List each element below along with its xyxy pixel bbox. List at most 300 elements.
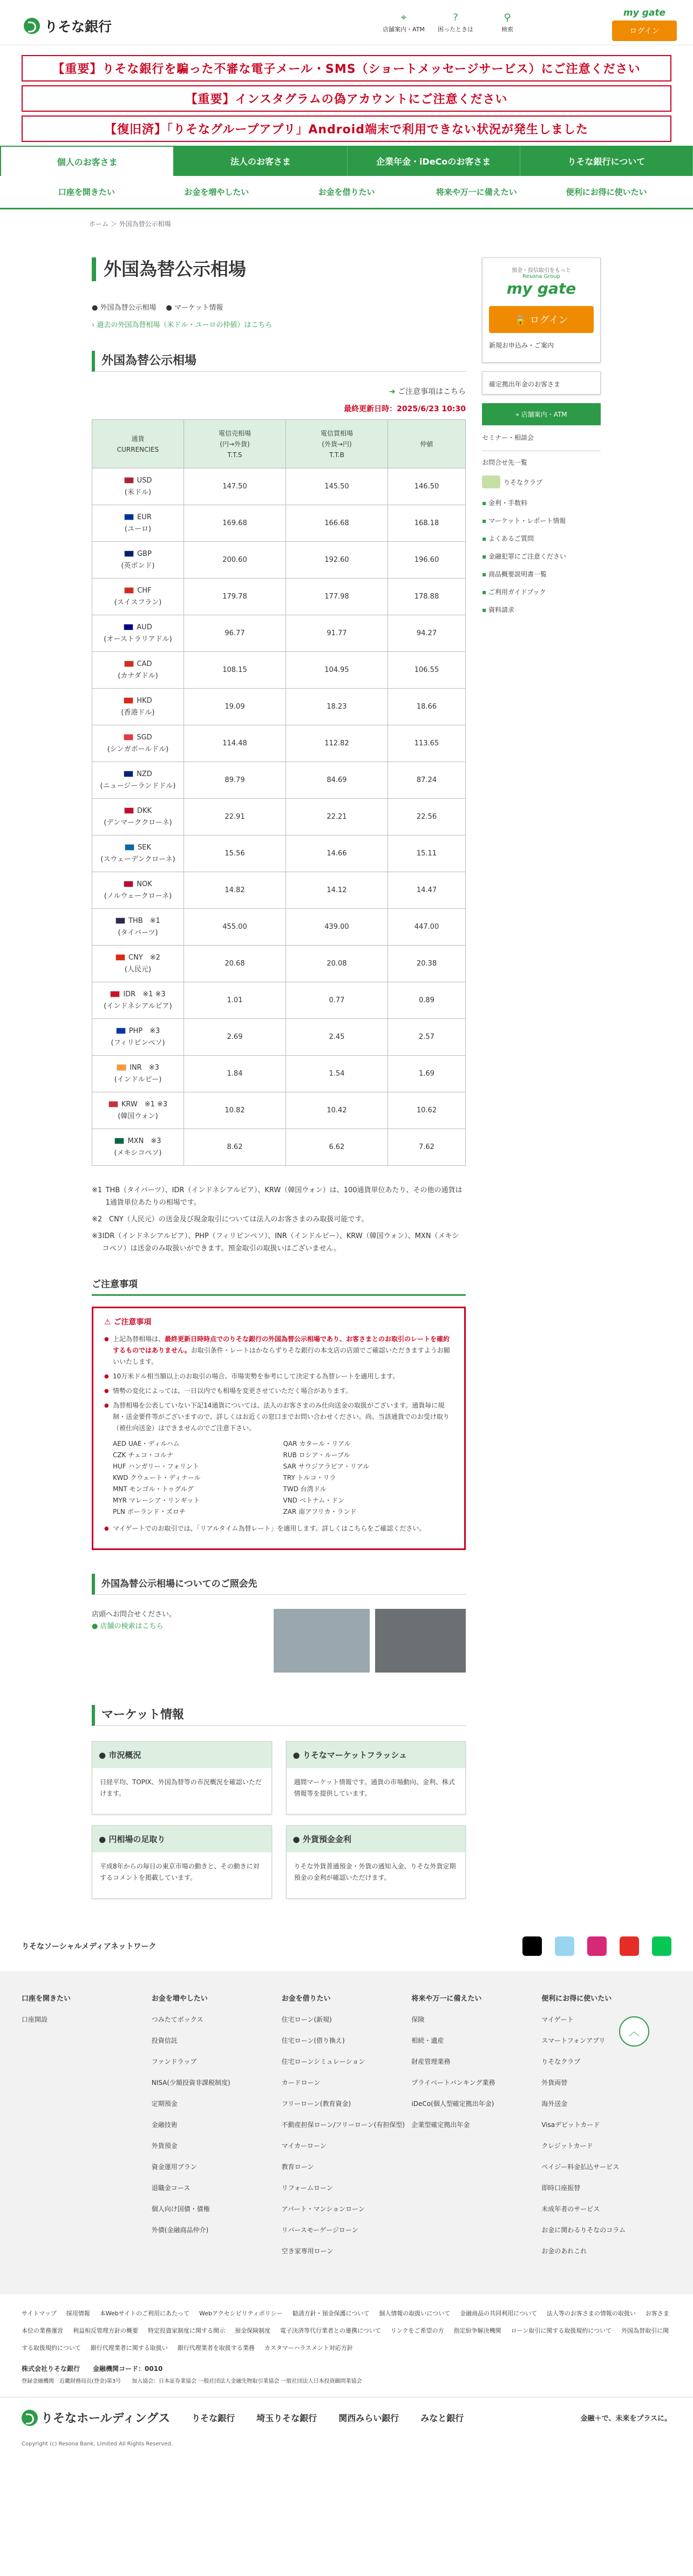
flag-icon	[108, 1101, 118, 1107]
store-search-label: 店舗の検索はこちら	[100, 1622, 164, 1630]
unlisted-currency: MYR マレーシア・リンギット	[113, 1497, 200, 1504]
side-link-apply[interactable]: 新規お申込み・ご案内	[489, 342, 554, 349]
fx-row	[92, 689, 466, 725]
fx-row	[92, 468, 466, 505]
section-heading-rates: 外国為替公示相場	[92, 351, 466, 372]
group-bank-kansai[interactable]: 関西みらい銀行	[338, 2413, 399, 2423]
flag-icon	[125, 844, 134, 851]
mid-value: 146.50	[388, 468, 465, 505]
currency-cell	[92, 615, 184, 652]
unlisted-currency: CZK チェコ・コルナ	[113, 1451, 173, 1459]
note-1	[92, 1184, 466, 1209]
currency-name: (英ポンド)	[121, 561, 155, 570]
footer-nav-link[interactable]: 投資信託	[151, 2037, 178, 2044]
currency-code: NZD	[137, 770, 152, 778]
tts-value: 19.09	[184, 689, 286, 725]
ttb-value: 112.82	[286, 725, 388, 762]
help-link[interactable]	[430, 11, 481, 33]
top-links	[92, 302, 466, 329]
unlisted-currency: SAR サウジアラビア・リアル	[283, 1463, 370, 1470]
side-list-label: よくあるご質問	[488, 535, 534, 542]
footer-nav-link[interactable]: 外債(金融商品仲介)	[151, 2226, 209, 2234]
sns-bar	[22, 1936, 671, 1971]
footer-nav-heading[interactable]: 口座を開きたい	[22, 1995, 71, 2003]
gnav-corporate[interactable]: 法人のお客さま	[174, 146, 347, 176]
store-atm-link[interactable]	[378, 11, 430, 33]
side-club-banner[interactable]	[482, 475, 601, 488]
currency-code: INR ※3	[130, 1063, 159, 1072]
fx-row	[92, 762, 466, 799]
currency-cell	[92, 1129, 184, 1166]
footer-nav-link[interactable]: 住宅ローン(借り換え)	[281, 2037, 345, 2044]
flag-icon	[124, 587, 134, 594]
flag-icon	[124, 697, 133, 704]
col-tts: 電信売相場 (円→外貨) T.T.S	[184, 420, 286, 468]
footer-nav-link[interactable]: 即時口座振替	[541, 2184, 581, 2192]
currency-cell	[92, 835, 184, 872]
currency-cell	[92, 689, 184, 725]
footer-nav-link[interactable]: 外貨預金	[151, 2142, 178, 2150]
footer-nav-link[interactable]: りそなクラブ	[541, 2058, 581, 2065]
copyright: Copyright (c) Resona Bank, Limited All Rights Reserved.	[22, 2441, 173, 2447]
currency-code: KRW ※1 ※3	[121, 1100, 168, 1109]
footer-link[interactable]: 外国為替取引に関する取扱規約について	[22, 2327, 669, 2351]
gnav-about[interactable]: りそな銀行について	[520, 146, 693, 176]
footer-link[interactable]: 銀行代理業者に関する取扱い	[90, 2344, 168, 2351]
footer-nav-link[interactable]: アパート・マンションローン	[281, 2205, 365, 2213]
mid-value: 87.24	[388, 762, 465, 799]
line-icon[interactable]	[652, 1936, 671, 1956]
side-list-link[interactable]	[482, 605, 601, 614]
market-card-title: ● 市況概況	[92, 1742, 271, 1768]
footer-link[interactable]: ローン取引に関する取扱規約について	[511, 2327, 612, 2334]
search-link[interactable]	[481, 11, 533, 33]
tts-value: 22.91	[184, 799, 286, 835]
side-list-link[interactable]	[482, 569, 601, 579]
side-list-link[interactable]	[482, 587, 601, 596]
unlisted-currency: KWD クウェート・ディナール	[113, 1474, 201, 1481]
market-card-title: ● 外貨預金金利	[287, 1826, 466, 1852]
header-login-button[interactable]: ログイン	[612, 21, 677, 41]
ttb-value: 439.00	[286, 909, 388, 946]
footer-nav-link[interactable]: NISA(少額投資非課税制度)	[151, 2079, 230, 2086]
caution-item-4	[104, 1400, 453, 1518]
unlisted-currency: VND ベトナム・ドン	[283, 1497, 345, 1504]
subnav-convenient[interactable]: 便利にお得に使いたい	[566, 187, 647, 197]
footer-nav-link[interactable]: マイカーローン	[281, 2142, 327, 2150]
subnav-prepare[interactable]: 将来や万一に備えたい	[436, 187, 517, 197]
footer-nav-link[interactable]: 金融技術	[151, 2121, 178, 2129]
footer-nav-link[interactable]: つみたてボックス	[151, 2016, 203, 2023]
tts-value: 20.68	[184, 946, 286, 982]
market-card-title-text: 外貨預金金利	[302, 1834, 351, 1844]
warning-app-link[interactable]: 【復旧済】「りそなグループアプリ」Android端末で利用できない状況が発生しました	[22, 115, 671, 142]
subnav-borrow[interactable]: お金を借りたい	[318, 187, 375, 197]
list-bullet-icon: ▪	[482, 588, 488, 596]
footer-link[interactable]: 採用情報	[66, 2310, 90, 2317]
footer-nav-link[interactable]: 企業型確定拠出年金	[411, 2121, 470, 2129]
flag-icon	[124, 807, 134, 814]
footer-nav-link[interactable]: リフォームローン	[281, 2184, 333, 2192]
ttb-value: 177.98	[286, 579, 388, 615]
footer-nav-heading[interactable]: お金を借りたい	[281, 1995, 331, 2003]
footer-nav-heading[interactable]: 将来や万一に備えたい	[411, 1995, 482, 2003]
ttb-value: 18.23	[286, 689, 388, 725]
unlisted-currency: TRY トルコ・リラ	[283, 1474, 336, 1481]
list-bullet-icon: ▪	[482, 499, 488, 507]
list-bullet-icon: ▪	[482, 570, 488, 578]
footer-nav-link[interactable]: 資金運用プラン	[151, 2163, 197, 2171]
market-card-flash[interactable]	[286, 1741, 466, 1814]
caution-box-title-text: ご注意事項	[113, 1318, 152, 1327]
resona-logo[interactable]	[24, 16, 112, 36]
ttb-value: 91.77	[286, 615, 388, 652]
footer-nav	[0, 1971, 693, 2294]
side-list-link[interactable]	[482, 552, 601, 561]
market-card-body: 週間マーケット情報です。通貨の市場動向、金利、株式情報等を提供しています。	[294, 1778, 455, 1797]
currency-code: CHF	[137, 586, 152, 595]
subnav-open-account[interactable]: 口座を開きたい	[58, 187, 115, 197]
question-icon: ?	[453, 12, 458, 23]
unlisted-currency: ZAR 南アフリカ・ランド	[283, 1508, 357, 1515]
currency-name: (フィリピンペソ)	[111, 1038, 165, 1047]
unlisted-currency-grid	[113, 1438, 453, 1518]
side-list-link[interactable]	[482, 534, 601, 543]
side-list-label: マーケット・レポート情報	[488, 517, 566, 525]
tts-value: 15.56	[184, 835, 286, 872]
currency-cell	[92, 652, 184, 689]
brand-name: りそな銀行	[44, 19, 112, 35]
currency-name: (カナダドル)	[118, 671, 158, 680]
footer-nav-link[interactable]: ファンドラップ	[151, 2058, 197, 2065]
currency-cell	[92, 909, 184, 946]
side-link-contact[interactable]: お問合せ先一覧	[482, 451, 601, 467]
footer-nav-link[interactable]: リバースモーゲージローン	[281, 2226, 358, 2234]
currency-code: HKD	[137, 696, 152, 705]
site-header	[0, 0, 693, 45]
currency-code: PHP ※3	[128, 1027, 160, 1035]
currency-code: EUR	[137, 513, 152, 521]
group-slogan: 金融＋で、未来をプラスに。	[580, 2415, 671, 2423]
ttb-value: 145.50	[286, 468, 388, 505]
market-card-yen[interactable]	[92, 1825, 272, 1899]
contact-section	[92, 1609, 466, 1673]
tts-value: 455.00	[184, 909, 286, 946]
last-updated: 最終更新日時：2025/6/23 10:30	[344, 405, 466, 413]
footer-nav-link[interactable]: 保険	[411, 2016, 425, 2023]
footer-link[interactable]: 預金保険制度	[235, 2327, 270, 2334]
footer-nav-link[interactable]: 個人向け国債・債権	[151, 2205, 210, 2213]
tts-value: 89.79	[184, 762, 286, 799]
footer-nav-link[interactable]: 定期預金	[151, 2100, 178, 2108]
fx-row	[92, 579, 466, 615]
ttb-value: 192.60	[286, 542, 388, 579]
note-2-key: ※2	[92, 1215, 103, 1224]
currency-code: CAD	[137, 660, 152, 668]
market-card-body: 平成8年からの毎日の東京市場の動きと、その動きに対するコメントを掲載しています。	[100, 1863, 260, 1881]
link-market-info[interactable]: ● マーケット情報	[166, 304, 223, 312]
footer-link[interactable]: 指定紛争解決機関	[453, 2327, 501, 2334]
flag-icon	[124, 661, 134, 667]
side-list-label: 商品概要説明書一覧	[488, 570, 547, 578]
footer-nav-link[interactable]: プライベートバンキング業務	[411, 2079, 495, 2086]
fx-row	[92, 615, 466, 652]
footer-nav-heading[interactable]: 便利にお得に使いたい	[541, 1995, 612, 2003]
fx-row	[92, 652, 466, 689]
side-list-link[interactable]	[482, 516, 601, 525]
mygate-box	[482, 257, 601, 363]
flag-icon	[116, 954, 125, 961]
tts-value: 96.77	[184, 615, 286, 652]
footer-nav-link[interactable]: お金に関わるりそなのコラム	[541, 2226, 626, 2234]
breadcrumb[interactable]: ホーム ＞ 外国為替公示相場	[89, 220, 171, 228]
footer-nav-link[interactable]: クレジットカード	[541, 2142, 593, 2150]
unlisted-currency: PLN ポーランド・ズロチ	[113, 1508, 186, 1515]
col-mid: 仲値	[388, 420, 465, 468]
link-market-info-label: マーケット情報	[174, 304, 223, 312]
unlisted-currency: HUF ハンガリー・フォリント	[113, 1463, 199, 1470]
currency-name: (ニュージーランドドル)	[100, 781, 176, 790]
link-fx-rates-label: 外国為替公示相場	[100, 304, 157, 312]
warning-instagram-link[interactable]: 【重要】インスタグラムの偽アカウントにご注意ください	[22, 85, 671, 112]
mid-value: 2.57	[388, 1019, 465, 1056]
note-3-text: IDR（インドネシアルピア）、PHP（フィリピンペソ）、INR（インドルピー）、KRW（韓国ウォン）、MXN（メキシコペソ）は送金のみ取扱いができます。預金取引の取扱いはございません。	[102, 1232, 459, 1253]
footer-nav-link[interactable]: 不動産担保ローン/フリーローン(有担保型)	[281, 2121, 405, 2129]
ttb-value: 10.42	[286, 1092, 388, 1129]
mygate-header	[612, 8, 677, 41]
footer-nav-link[interactable]: 未成年者のサービス	[541, 2205, 600, 2213]
flag-icon	[124, 514, 134, 520]
caution-list	[104, 1334, 453, 1534]
footer-link[interactable]: 特定投資家制度に関する開示	[148, 2327, 225, 2334]
caution-link[interactable]	[92, 386, 466, 397]
footer-nav-heading[interactable]: お金を増やしたい	[151, 1995, 208, 2003]
footer-nav-link[interactable]: 住宅ローンシミュレーション	[281, 2058, 365, 2065]
flag-icon	[124, 477, 134, 484]
currency-cell	[92, 505, 184, 542]
help-label: 困ったときは	[438, 26, 473, 33]
branch-photo	[274, 1609, 370, 1673]
side-atm-button[interactable]: ⌖ 店舗案内・ATM	[482, 403, 601, 425]
group-bank-saitama[interactable]: 埼玉りそな銀行	[256, 2413, 317, 2423]
currency-name: (デンマーククローネ)	[104, 818, 172, 827]
footer-nav-link[interactable]: Visaデビットカード	[541, 2121, 600, 2129]
currency-name: (インドネシアルピア)	[104, 1002, 172, 1010]
link-fx-rates[interactable]: ● 外国為替公示相場	[92, 304, 157, 312]
warning-banners	[0, 45, 693, 142]
side-link-seminar[interactable]: セミナー・相談会	[482, 434, 534, 441]
market-card-title: ● りそなマーケットフラッシュ	[287, 1742, 466, 1768]
footer-nav-column	[541, 1993, 671, 2267]
footer-nav-link[interactable]: 退職金コース	[151, 2184, 191, 2192]
mid-value: 447.00	[388, 909, 465, 946]
mid-value: 168.18	[388, 505, 465, 542]
ttb-value: 104.95	[286, 652, 388, 689]
fx-row	[92, 725, 466, 762]
caution-item-3: ● 情勢の変化によっては、一日以内でも相場を変更させていただく場合があります。	[104, 1385, 453, 1397]
section-heading-contact: 外国為替公示相場についてのご照会先	[92, 1574, 466, 1595]
footer-link[interactable]: 本Webサイトのご利用にあたって	[99, 2310, 190, 2317]
currency-code: NOK	[137, 880, 152, 888]
tts-value: 108.15	[184, 652, 286, 689]
footer-link[interactable]: カスタマーハラスメント対応方針	[264, 2344, 353, 2351]
caution-1c: お取引条件・レートはかならずりそな銀行の本支店の店頭でご確認いただきますようお願いいたします。	[113, 1347, 450, 1365]
flag-icon	[116, 917, 125, 924]
market-card-body: りそな外貨普通預金・外貨の通知入金、りそな外貨定期預金の金利が確認いただけます。	[294, 1863, 456, 1881]
footer-nav-link[interactable]: 海外送金	[541, 2100, 568, 2108]
resona-hd-logo[interactable]	[22, 2409, 170, 2426]
footer-link[interactable]: 勧誘方針・預金保護について	[292, 2310, 370, 2317]
currency-code: THB ※1	[128, 916, 160, 925]
sns-title: りそなソーシャルメディアネットワーク	[22, 1942, 157, 1951]
x-icon[interactable]	[522, 1936, 542, 1956]
market-card-overview[interactable]	[92, 1741, 272, 1814]
market-card-deposit-rate[interactable]	[286, 1825, 466, 1899]
footer-link[interactable]: Webアクセシビリティポリシー	[199, 2310, 283, 2317]
mygate-tagline: 預金・投信取引をもっと	[512, 268, 571, 274]
caution-item-5[interactable]: ● マイゲートでのお取引では、「リアルタイム為替レート」を適用します。詳しくはこちらをご確認ください。	[104, 1523, 453, 1534]
tts-value: 1.01	[184, 982, 286, 1019]
contact-text	[92, 1609, 176, 1673]
ttb-value: 22.21	[286, 799, 388, 835]
ttb-value: 14.66	[286, 835, 388, 872]
group-bank-minato[interactable]: みなと銀行	[420, 2413, 464, 2423]
currency-cell	[92, 799, 184, 835]
ttb-value: 1.54	[286, 1056, 388, 1092]
footer-nav-link[interactable]: 外貨両替	[541, 2079, 568, 2086]
bank-info-line-2: 登録金融機関 近畿財務局長(登金)第3号 加入協会：日本証券業協会 一般社団法人金融先物取引業協会 一般社団法人日本投資顧問業協会	[22, 2378, 362, 2384]
mid-value: 14.47	[388, 872, 465, 909]
side-login-button[interactable]: 🔒 ログイン	[489, 306, 594, 333]
unlisted-currency: TWD 台湾ドル	[283, 1485, 327, 1493]
fx-row	[92, 1056, 466, 1092]
footer-nav-link[interactable]: 空き家専用ローン	[281, 2247, 334, 2255]
footer-nav-link[interactable]: カードローン	[281, 2079, 321, 2086]
currency-name: (タイバーツ)	[118, 928, 158, 937]
gnav-pension[interactable]: 企業年金・iDeCoのお客さま	[348, 146, 520, 176]
mygate-logo: my gate	[623, 8, 665, 18]
footer-nav-link[interactable]: ペイジー料金払込サービス	[541, 2163, 620, 2171]
footer-nav-link[interactable]: スマートフォンアプリ	[541, 2037, 606, 2044]
ttb-value: 166.68	[286, 505, 388, 542]
footer-link[interactable]: 個人情報の取扱いについて	[379, 2310, 451, 2317]
header-icons	[378, 11, 533, 33]
unlisted-currency: MNT モンゴル・トゥグルグ	[113, 1485, 194, 1493]
footer-nav-link[interactable]: 財産管理業務	[411, 2058, 451, 2065]
note-2-text: CNY（人民元）の送金及び現金取引については法人のお客さまのみ取扱可能です。	[109, 1215, 369, 1224]
market-card-title-text: 市況概況	[108, 1750, 141, 1760]
mid-value: 178.88	[388, 579, 465, 615]
footer-nav-link[interactable]: マイゲート	[541, 2016, 574, 2023]
currency-name: (オーストラリアドル)	[104, 635, 172, 643]
footer-nav-column	[152, 1993, 282, 2267]
group-bank-resona[interactable]: りそな銀行	[192, 2413, 235, 2423]
footer-nav-link[interactable]: 教育ローン	[281, 2163, 314, 2171]
side-list-link[interactable]	[482, 498, 601, 507]
youtube-icon[interactable]	[620, 1936, 639, 1956]
map-pin-icon: ⌖	[400, 12, 407, 23]
footer-link[interactable]: 法人等のお客さまの情報の取扱い	[546, 2310, 636, 2317]
currency-code: USD	[137, 476, 152, 485]
table-notes	[92, 1184, 466, 1255]
currency-code: MXN ※3	[127, 1137, 161, 1145]
mid-value: 106.55	[388, 652, 465, 689]
ttb-value: 2.45	[286, 1019, 388, 1056]
store-search-link[interactable]: ● 店舗の検索はこちら	[92, 1622, 164, 1630]
mid-value: 20.38	[388, 946, 465, 982]
footer-link[interactable]: 銀行代理業者を取扱する業務	[177, 2344, 255, 2351]
side-link-dc[interactable]: 確定拠出年金のお客さま	[482, 371, 601, 395]
currency-cell	[92, 946, 184, 982]
warning-sms-link[interactable]: 【重要】りそな銀行を騙った不審な電子メール・SMS（ショートメッセージサービス）にご注意ください	[22, 55, 671, 81]
currency-code: GBP	[137, 549, 152, 558]
tts-value: 10.82	[184, 1092, 286, 1129]
unlisted-currency: RUB ロシア・ルーブル	[283, 1451, 350, 1459]
currency-name: (韓国ウォン)	[118, 1112, 158, 1120]
footer-link[interactable]: 電子決済等代行業者との連携について	[280, 2327, 381, 2334]
currency-code: SGD	[137, 733, 152, 742]
search-icon: ⚲	[504, 12, 511, 23]
tts-value: 114.48	[184, 725, 286, 762]
fx-row	[92, 909, 466, 946]
footer-nav-link[interactable]: フリーローン(教育資金)	[281, 2100, 351, 2108]
side-link-list	[482, 498, 601, 614]
instagram-icon[interactable]	[587, 1936, 607, 1956]
footer-nav-column	[282, 1993, 412, 2267]
footer-link[interactable]: 金融商品の共同利用について	[460, 2310, 537, 2317]
side-atm-label: 店舗案内・ATM	[521, 411, 567, 418]
footer-link[interactable]: 利益相反管理方針の概要	[73, 2327, 138, 2334]
mid-value: 113.65	[388, 725, 465, 762]
currency-cell	[92, 579, 184, 615]
currency-name: (米ドル)	[124, 488, 152, 497]
flag-icon	[124, 734, 133, 740]
footer-nav-link[interactable]: お金のあれこれ	[541, 2247, 587, 2255]
list-bullet-icon: ▪	[482, 517, 488, 525]
fx-row	[92, 835, 466, 872]
footer-nav-link[interactable]: 住宅ローン(新規)	[281, 2016, 332, 2023]
footer-nav-link[interactable]: 相続・遺産	[411, 2037, 444, 2044]
gnav-personal[interactable]: 個人のお客さま	[0, 146, 174, 176]
link-past-rates[interactable]: › 過去の外国為替相場（米ドル・ユーロの仲値）はこちら	[92, 321, 273, 329]
footer-nav-link[interactable]: iDeCo(個人型確定拠出年金)	[411, 2100, 494, 2108]
bird-icon[interactable]	[555, 1936, 574, 1956]
currency-name: (インドルピー)	[114, 1075, 162, 1084]
market-card-title: ● 円相場の足取り	[92, 1826, 271, 1852]
arrow-circle-icon: ➜	[389, 388, 396, 396]
footer-link[interactable]: リンクをご希望の方	[390, 2327, 444, 2334]
note-2	[92, 1213, 466, 1226]
fx-row	[92, 1129, 466, 1166]
flag-icon	[124, 624, 133, 630]
back-to-top-button[interactable]: ︿	[619, 2016, 649, 2047]
ttb-value: 84.69	[286, 762, 388, 799]
footer-link[interactable]: サイトマップ	[22, 2310, 57, 2317]
flag-icon	[124, 881, 133, 887]
tts-value: 2.69	[184, 1019, 286, 1056]
caution-4-text: 為替相場を公表していない下記14通貨については、法人のお客さまのみ仕向送金の取扱がございます。通貨毎に規制・送金要件等がございますので、詳しくはお近くの窓口までお問い合わせください。尚、当該通貨でのお受け取り（被仕向送金）はできませんのでご注意下さい。	[113, 1402, 450, 1432]
footer-nav-link[interactable]: 口座開設	[22, 2016, 48, 2023]
fx-row	[92, 982, 466, 1019]
side-club-label: りそなクラブ	[504, 478, 543, 486]
subnav-grow[interactable]: お金を増やしたい	[184, 187, 249, 197]
currency-name: (メキシコペソ)	[114, 1148, 162, 1157]
ttb-value: 6.62	[286, 1129, 388, 1166]
currency-code: SEK	[138, 843, 151, 852]
footer-link[interactable]: お客さま本位の業務運営	[22, 2310, 669, 2334]
currency-cell	[92, 1056, 184, 1092]
page-title: 外国為替公示相場	[92, 257, 466, 281]
